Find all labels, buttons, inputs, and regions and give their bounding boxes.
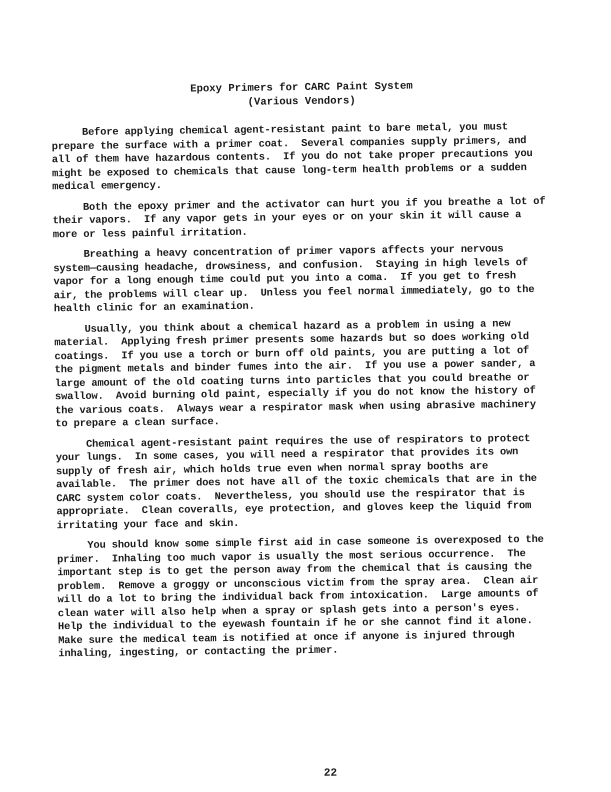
document-body [51, 120, 583, 668]
paragraph-5: Chemical agent-resistant paint requires the use of respirators to protect your lungs. In some cases, you will need a respirator that provides its own supply of fresh air, which holds true even when normal spray booths are available. The primer does not have all of the toxic chemicals that are in the CARC system color coats. Nevertheless, you should use the respirator that is appropriate. Clean coveralls, eye protection, and gloves keep the liquid from irritating your face and skin. [55, 432, 537, 532]
document-title: Epoxy Primers for CARC Paint System [190, 80, 413, 96]
document-subtitle: (Various Vendors) [247, 94, 356, 109]
paragraph-6: You should know some simple first aid in case someone is overexposed to the primer. Inhaling too much vapor is usually the most serious occurrence. The important step is to get the person away from the chemical that is causing the problem. Remove a groggy or unconscious victim from the spray area. Clean air will do a lot to bring the individual back from intoxication. Large amounts of clean water will also help when a spray or splash gets into a person's eyes. Help the individual to the eyewash fountain if he or she cannot find it alone. Make sure the medical team is notified at once if anyone is injured through inhaling, ingesting, or contacting the primer. [56, 533, 544, 661]
page-number: 22 [323, 767, 338, 780]
paragraph-2: Both the epoxy primer and the activator can hurt you if you breathe a lot of their vapors. If any vapor gets in your eyes or on your skin it will cause a more or less painful irritation. [52, 195, 546, 241]
paragraph-1: Before applying chemical agent-resistant paint to bare metal, you must prepare the surface with a primer coat. Several companies supply primers, and all of them have hazardous contents. If you do not take proper precautions you might be exposed to chemicals that cause long-term health problems or a sudden medical emergency. [51, 121, 533, 194]
paragraph-4: Usually, you think about a chemical hazard as a problem in using a new material. Applying fresh primer presents some hazards but so does working old coatings. If you use a torch or burn off old paints, you are putting a lot of the pigment metals and binder fumes into the air. If you use a power sander, a large amount of the old coating turns into particles that you could breathe or swallow. Avoid burning old paint, especially if you do not know the history of the various coats. Always wear a respirator mask when using abrasive machinery to prepare a clean surface. [54, 317, 536, 431]
paragraph-3: Breathing a heavy concentration of primer vapors affects your nervous system—causing headache, drowsiness, and confusion. Staying in high levels of vapor for a long enough time could put you into a coma. If you get to fresh air, the problems will clear up. Unless you feel normal immediately, go to the health clinic for an examination. [53, 243, 535, 316]
title-block [0, 78, 607, 113]
